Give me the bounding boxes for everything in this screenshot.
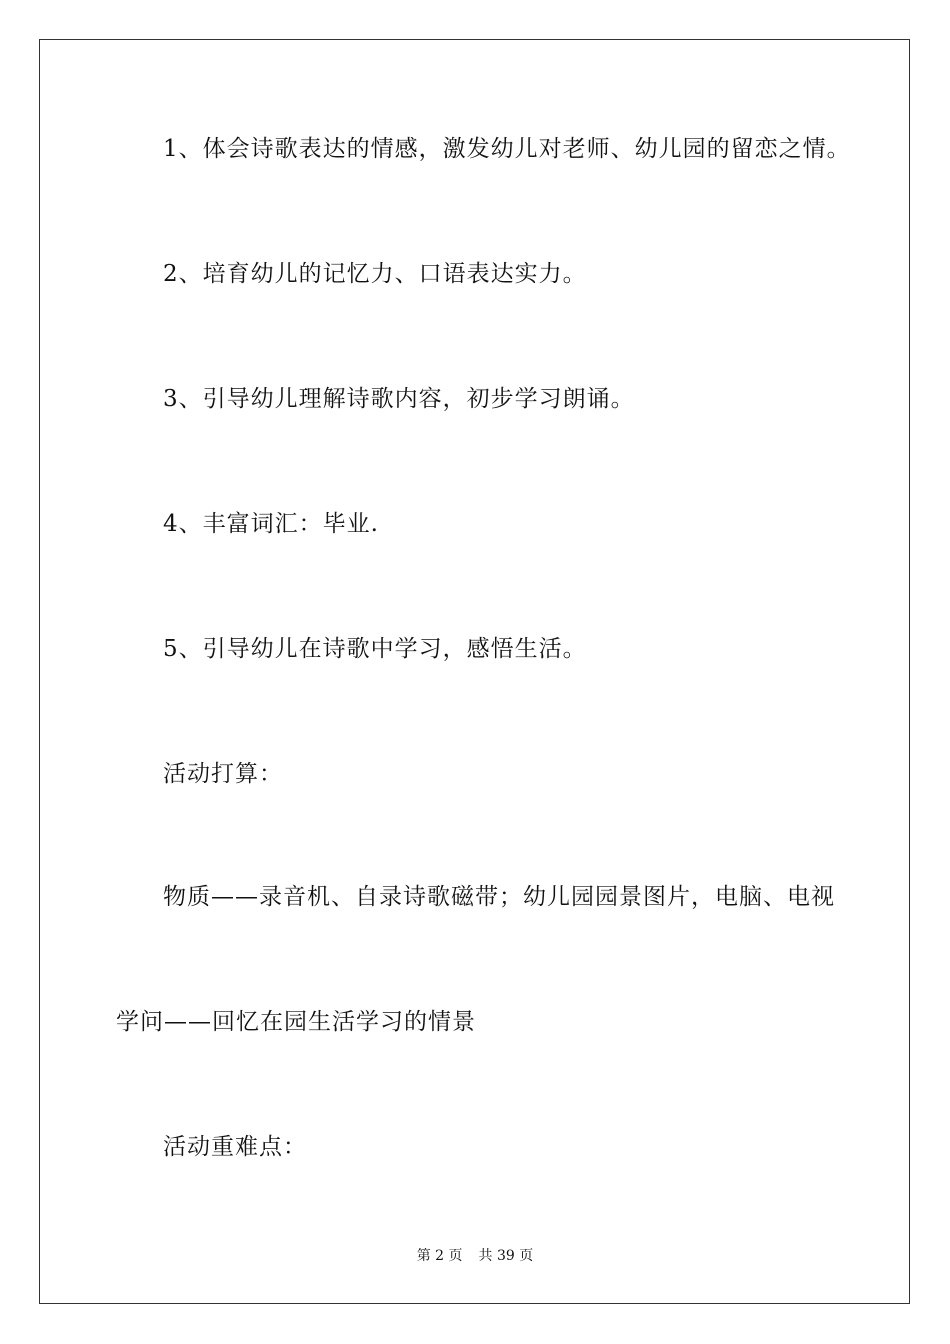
- preparation-heading: 活动打算：: [163, 761, 283, 787]
- page-border: [39, 39, 910, 1304]
- material-preparation-line: 物质——录音机、自录诗歌磁带；幼儿园园景图片，电脑、电视: [163, 884, 835, 910]
- objective-3: 3、引导幼儿理解诗歌内容，初步学习朗诵。: [163, 386, 635, 412]
- key-difficulties-heading: 活动重难点：: [163, 1134, 307, 1160]
- objective-2: 2、培育幼儿的记忆力、口语表达实力。: [163, 261, 587, 287]
- objective-1: 1、体会诗歌表达的情感，激发幼儿对老师、幼儿园的留恋之情。: [163, 136, 851, 162]
- page-number: 第 2 页: [416, 1248, 463, 1264]
- total-pages: 共 39 页: [478, 1248, 534, 1264]
- page-footer: [0, 1247, 950, 1265]
- objective-4: 4、丰富词汇：毕业.: [163, 511, 379, 537]
- knowledge-preparation-line: 学问——回忆在园生活学习的情景: [116, 1009, 476, 1035]
- objective-5: 5、引导幼儿在诗歌中学习，感悟生活。: [163, 636, 587, 662]
